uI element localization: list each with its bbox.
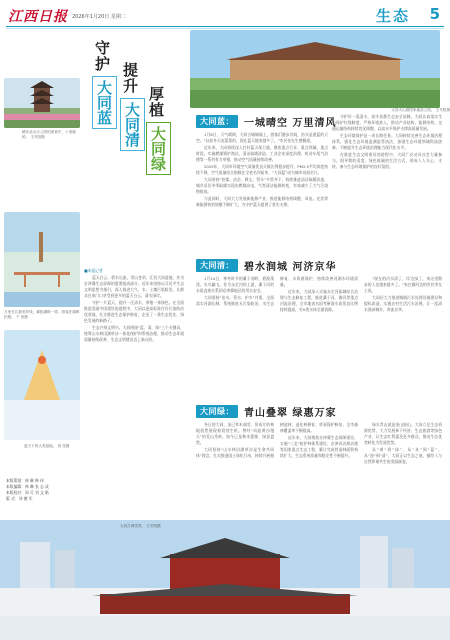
headline-blue-tag: 大同蓝 [92,76,117,129]
header-rule [6,26,444,27]
green-section-title: 青山叠翠 绿惠万家 [244,407,337,419]
headline-green-tag: 大同绿 [146,122,171,175]
blue-paragraph: 大同坚持“控煤、治企、降尘、管车”多管齐下，持续推进清洁取暖改造，城乡居民冬季取暖实现由燃煤向电、气等清洁能源转变，有效减少了大气污染物排放。 [196,177,328,194]
green-paragraph: 从“黄”到“绿”，从“灰”到“蓝”，从“浊”到“清”，大同正以生态之笔，描绘人与自然和谐共生的美丽画卷。 [364,447,442,464]
dateline: 2026年1月20日 星期二 [72,14,126,20]
green-paragraph: 绿水青山就是金山银山。大同立足生态资源优势，大力发展林下经济、生态旅游等绿色产业，让生态红利惠及更多群众，推动生态优势转化为发展优势。 [364,422,442,445]
right-paragraph: 守护好一泓清水，筑牢首都生态安全屏障。大同认真落实生态保护红线制度，严格环境准入，推动产业结构、能源结构、交通运输结构持续优化调整，以高水平保护支撑高质量发展。 [332,114,442,131]
green-section-header [196,404,336,418]
green-section-body [196,422,442,514]
blue-section-tag: 大同蓝： [196,115,238,128]
headline-raise: 提升 [121,62,139,94]
blue-section-body [196,132,328,252]
bottom-photo [0,520,450,640]
intro-text [84,268,184,518]
clear-section-body [196,276,442,404]
green-paragraph: 近年来，大同聚焦京津冀生态屏障建设，实施“三北”防护林体系建设、京津风沙源治理等国家重点生态工程，累计完成营造林面积持续扩大，生态系统质量和稳定性不断提升。 [280,435,358,458]
green-section-tag: 大同绿： [196,405,238,418]
caption-credit-3: 刘 莹摄 [57,444,70,448]
headline-guard: 守护 [93,40,111,72]
blue-paragraph: 1月8日，天气晴朗，大同古城城墙上，游客们漫步其间，抬头是湛蓝的天空。“以前冬天灰蒙蒙的，现在蓝天越来越多了。”市民张先生感慨道。 [196,132,328,143]
section-title: 生态 [375,7,410,25]
bottom-photo-caption: 大同古城雪景。 王冬阳摄 [120,524,161,528]
clear-paragraph: 近年来，大同深入实施永定河流域综合治理与生态修复工程，推进桑干河、御河等重点河流治理，全市地表水国考断面水质优良比例持续提高，劣V类水体全面消除。 [280,289,358,312]
blue-paragraph: 与此同时，大同大力发展新能源产业，推进能源结构调整，风电、光伏等新能源装机规模不断扩大，为守护蓝天提供了坚实支撑。 [196,196,328,207]
blue-paragraph: 2025年，大同市环境空气质量优良天数比例稳步提升，PM2.5平均浓度持续下降，空气质量综合指数在全省名列前茅，“大同蓝”成为城市亮丽名片。 [196,164,328,175]
credit-line: 本版策划：林 琳 韩 伟 [6,478,44,483]
photo-caption-2 [4,310,82,320]
intro-paragraph: 蓝天白云，碧水长流，青山苍翠。江西大同盆地，作为京津冀生态屏障的重要组成部分，近年来坚持以习近平生态文明思想为指引，深入推进大气、水、土壤污染防治，让群众在家门口享受到更多的蓝天白云、清水绿岸。 [84,275,184,298]
top-photo-caption: 大同火山群国家地质公园。 王冬阳摄 [391,108,450,112]
ice-photo [4,330,80,440]
clear-section-tag: 大同清： [196,259,238,272]
headline-clear-tag: 大同清 [120,98,145,151]
intro-paragraph: 守护一片蓝天，提升一汪清水，厚植一抹绿色。在全面推进美丽中国建设的进程中，大同以更高标准打好污染防治攻坚战，扎实推进生态保护修复，走出了一条生态优先、绿色发展的新路子。 [84,300,184,323]
green-paragraph: 冬日的大同，虽已草木凋零，但成片的林地依然展现着勃勃生机。曾经“风起黄沙漫天”的荒山秃岭，如今已是林木葱郁、绿意盎然。 [196,422,274,445]
credit-line: 本版编辑：林 琳 张 志 成 [6,484,49,489]
top-photo [190,30,440,108]
top-photo-image [190,30,440,108]
right-paragraph: 生态环境保护是一项长期任务。大同持续完善生态环境治理体系，强化生态环境监测监管执法，加强生态环境领域科技创新，不断提升生态环境治理能力现代化水平。 [332,133,442,150]
clear-paragraph: 大同坚持“治水、管水、护水”并重，全面落实河湖长制，系统推进水污染防治、水生态修复、水资源保护，持续改善河湖水环境质量。 [196,276,358,306]
blue-section-title: 一城晴空 万里清风 [244,117,337,129]
caption-credit-1: 王冬阳摄 [30,135,45,139]
headline-deepen: 厚植 [147,86,165,118]
intro-reporter: ■本报记者 [84,268,103,273]
wetland-photo-image [4,212,80,307]
clear-section-header [196,258,336,272]
credit-line: 本版校对：周 可 刘 文 皓 [6,490,49,495]
clear-paragraph: “现在的河水清了，岸边绿了，来这里散步的人也越来越多了。”家住御河边的市民李女士说。 [364,276,442,293]
caption-credit-2: 千 里摄 [15,315,28,319]
caption-text-2: 万里长江最美岸线，鄱阳湖畔一带，游客在湖畔拍照。 [4,310,80,319]
intro-paragraph: 生态兴则文明兴。大同围绕“蓝、清、绿”三个关键词，统筹山水林田湖草沙一体化保护和系统治理，推动生态环境质量持续改善，生态文明建设迈上新台阶。 [84,325,184,342]
pagoda-photo [4,78,80,128]
photo-caption-1 [22,130,82,140]
right-paragraph: 在推进生态文明建设的进程中，大同广泛动员社会力量参与，倡导简约适度、绿色低碳的生活方式，形成人人关心、支持、参与生态环境保护的良好氛围。 [332,152,442,169]
headline-block [84,40,194,290]
credit-line: 版 式：刘 德 军 [6,496,33,501]
blue-section-header [196,114,336,128]
caption-text-1: 赣东北水月公园的黄昏中，十里廊桥。 [22,130,76,139]
blue-paragraph: 近年来，大同持续深入打好蓝天保卫战，聚焦重点行业、重点领域、重点时段，实施燃煤锅炉淘汰、清洁取暖改造、工业企业深度治理、机动车尾气治理等一系列有力举措，推动空气质量持续改善。 [196,145,328,162]
wetland-photo [4,212,80,307]
ice-photo-image [4,330,80,440]
clear-paragraph: 大同还大力推进城镇污水处理设施建设和提标改造，实施农村生活污水治理，让一泓清水润泽城乡，奔流京华。 [364,295,442,312]
right-column-text [332,114,442,264]
clear-section-title: 碧水润城 河济京华 [244,261,337,273]
credits-block [6,478,82,502]
page-number: 5 [429,5,440,23]
bottom-photo-image [0,520,450,640]
masthead: 江西日报 [8,9,68,25]
header-rule-secondary [6,28,444,29]
caption-text-3: 蓝天下的大美湿地。 [24,444,57,448]
pagoda-photo-image [4,78,80,128]
clear-paragraph: 1月14日，寒冬时节的桑干河畔，碧波荡漾，水鸟翩飞。作为永定河的上游，桑干河的水质直接关系到京津冀地区的用水安全。 [196,276,274,293]
photo-caption-3 [24,444,82,449]
green-paragraph: 大同坚持“山水林田湖草沙是生命共同体”理念，扎实推进国土绿化行动，持续开展植树造林、退化林修复、草原保护修复，全市森林覆盖率不断提高。 [196,422,358,458]
